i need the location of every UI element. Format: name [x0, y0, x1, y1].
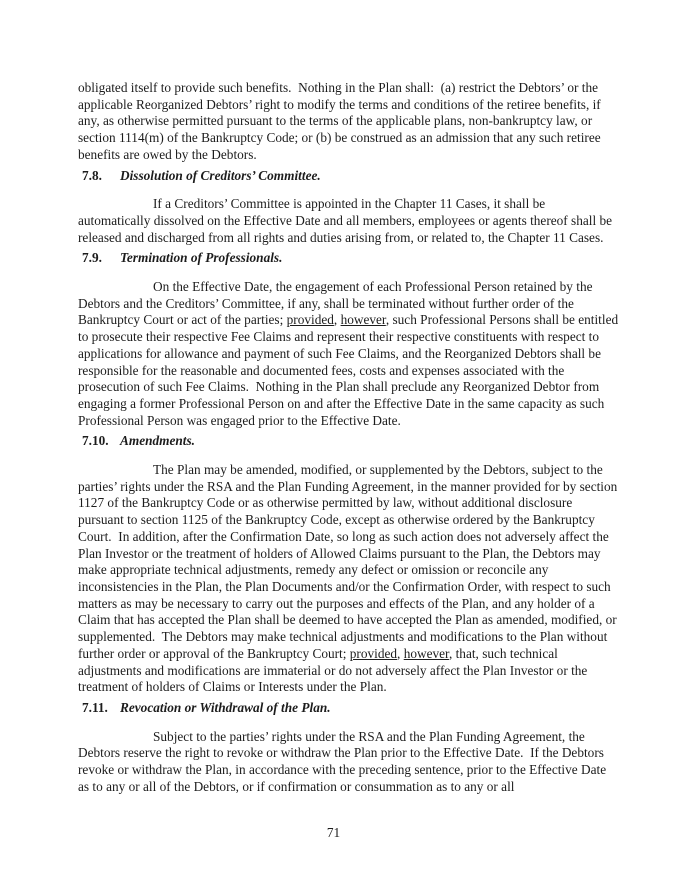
- text-run: ,: [333, 312, 341, 328]
- section-number: 7.9.: [82, 250, 102, 266]
- document-body: [78, 80, 622, 795]
- section-heading: [78, 433, 619, 450]
- section-title: Amendments.: [120, 433, 195, 449]
- section-heading: [78, 700, 619, 717]
- text-run: The Plan may be amended, modified, or supplemented by the Debtors, subject to the parties’ rights under the RSA and the Plan Funding Agreement, in the manner provided for by section 1127 of the Bankruptcy Code or as otherwise permitted by law, without additional disclosure pursuant to section 1125 of the Bankruptcy Code, except as otherwise ordered by the Bankruptcy Court. In addition, after the Confirmation Date, so long as such action does not adversely affect the Plan Investor or the treatment of holders of Allowed Claims pursuant to the Plan, the Debtors may make appropriate technical adjustments, remedy any defect or omission or reconcile any inconsistencies in the Plan, the Plan Documents and/or the Confirmation Order, with respect to such matters as may be necessary to carry out the purposes and effects of the Plan, and any holder of a Claim that has accepted the Plan shall be deemed to have accepted the Plan as amended, modified, or supplemented. The Debtors may make technical adjustments and modifications to the Plan without further order or approval of the Bankruptcy Court;: [78, 462, 621, 661]
- section-title: Termination of Professionals.: [120, 250, 283, 266]
- section-title: Revocation or Withdrawal of the Plan.: [120, 699, 331, 715]
- paragraph: [78, 80, 619, 164]
- paragraph: [78, 196, 619, 246]
- paragraph: [78, 729, 619, 796]
- text-run: On the Effective Date, the engagement of each Professional Person retained by the Debtors and the Creditors’ Committee, if any, shall be terminated without further order of the Bankruptcy Court or act of the parties;: [78, 279, 596, 328]
- text-run: obligated itself to provide such benefits. Nothing in the Plan shall: (a) restrict the Debtors’ or the applicable Reorganized Debtors’ right to modify the terms and conditions of the retiree benefits, if any, as otherwise permitted pursuant to the terms of the applicable plans, non-bankruptcy law, or section 1114(m) of the Bankruptcy Code; or (b) be construed as an admission that any such retiree benefits are owed by the Debtors.: [78, 80, 605, 162]
- underlined-text: however: [403, 645, 449, 661]
- page-number: 71: [326, 825, 341, 840]
- text-run: Subject to the parties’ rights under the RSA and the Plan Funding Agreement, the Debtors reserve the right to revoke or withdraw the Plan prior to the Effective Date. If the Debtors revoke or withdraw the Plan, in accordance with the preceding sentence, prior to the Effective Date as to any or all of the Debtors, or if confirmation or consummation as to any or all: [78, 728, 610, 794]
- section-number: 7.11.: [82, 699, 108, 715]
- text-run: ,: [397, 645, 404, 661]
- paragraph: [78, 279, 622, 429]
- section-number: 7.8.: [82, 167, 102, 183]
- text-run: If a Creditors’ Committee is appointed in the Chapter 11 Cases, it shall be automatically dissolved on the Effective Date and all members, employees or agents thereof shall be released and discharged from all rights and duties arising from, or related to, the Chapter 11 Cases.: [78, 196, 616, 245]
- text-run: , such Professional Persons shall be entitled to prosecute their respective Fee Claims and represent their respective constituents with respect to applications for allowance and payment of such Fee Claims, and the Reorganized Debtors shall be responsible for the reasonable and documented fees, costs and expenses associated with the prosecution of such Fee Claims. Nothing in the Plan shall preclude any Reorganized Debtor from engaging a former Professional Person on and after the Effective Date in the same capacity as such Professional Person was engaged prior to the Effective Date.: [78, 312, 622, 428]
- paragraph: [78, 462, 619, 696]
- section-title: Dissolution of Creditors’ Committee.: [120, 167, 321, 183]
- section-number: 7.10.: [82, 433, 109, 449]
- underlined-text: provided: [349, 645, 398, 661]
- section-heading: [78, 168, 619, 185]
- underlined-text: however: [340, 312, 386, 328]
- text-run: , that, such technical adjustments and modifications are immaterial or do not adversely affect the Plan Investor or the treatment of holders of Claims or Interests under the Plan.: [78, 645, 591, 695]
- underlined-text: provided: [286, 312, 334, 328]
- section-heading: [78, 250, 619, 267]
